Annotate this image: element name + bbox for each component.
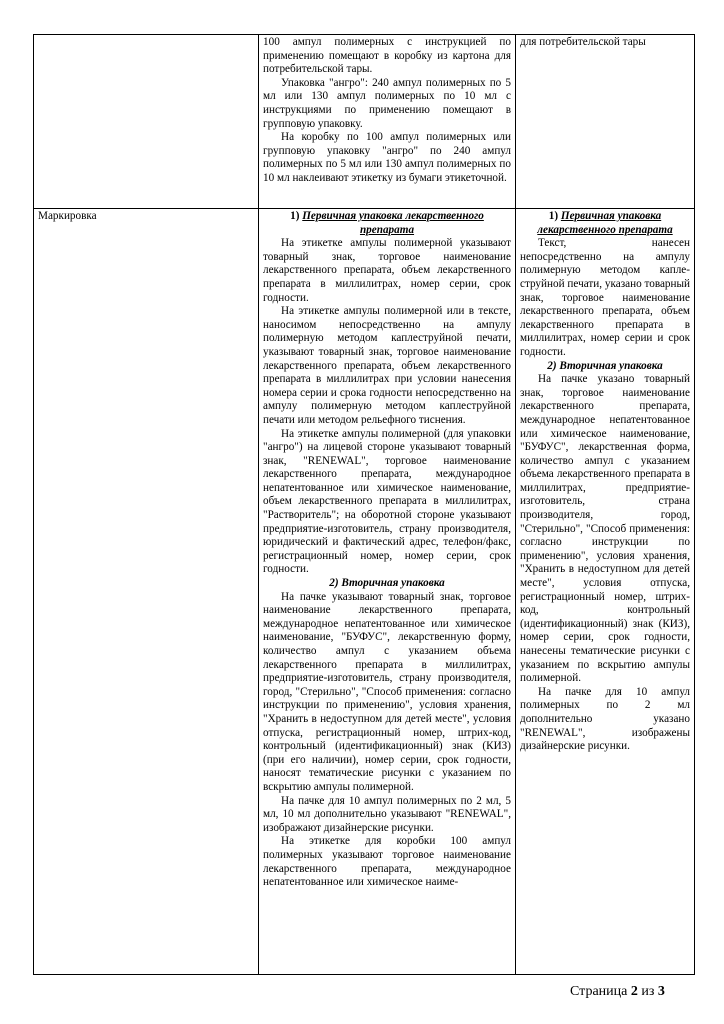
table-row-packaging (34, 35, 695, 209)
row2-col2-heading-1-number: 1) (290, 210, 300, 222)
row2-col2-para-6: На этикетке для коробки 100 ампул полимерных указывают торговое наименование лекарственного препарата, международное непатентованное или химическое наиме- (263, 835, 511, 889)
row2-col3-heading-1-number: 1) (548, 210, 559, 222)
row2-col2-para-5: На пачке для 10 ампул полимерных по 2 мл, 5 мл, 10 мл дополнительно указывают "RENEWAL", изображают дизайнерские рисунки. (263, 794, 511, 834)
table-row-marking (34, 209, 695, 975)
row2-col3-para-1: Текст, нанесен непосредственно на ампулу полимерную методом каплеструйной печати, указано товарный знак, торговое наименование лекарственного препарата, объем лекарственного препарата в миллилитрах, номер серии и срок годности. (520, 237, 690, 358)
row2-col3-para-3: На пачке для 10 ампул полимерных по 2 мл дополнительно указано "RENEWAL", изображены дизайнерские рисунки. (520, 685, 690, 753)
page-number-footer (570, 984, 665, 1000)
row2-col2-para-4: На пачке указывают товарный знак, торговое наименование лекарственного препарата, международное непатентованное или химическое наименование, "БУФУС", лекарственную форму, количество ампул с указанием объема лекарственного препарата в миллилитрах, предприятие-изготовитель, страну производителя, город, "Стерильно", "Способ применения: согласно инструкции по применению", условия хранения, "Хранить в недоступном для детей месте", условия отпуска, регистрационный номер, штрих-код, контрольный (идентификационный) знак (КИЗ) (при его наличии), номер серии, срок годности, наносят тематические рисунки с указанием по вскрытию ампулы полимерной. (263, 590, 511, 793)
row2-requirements-cell (259, 209, 516, 975)
row2-label-cell: Маркировка (34, 209, 259, 975)
row1-actual-cell (516, 35, 695, 209)
row2-col2-para-2: На этикетке ампулы полимерной или в тексте, наносимом непосредственно на ампулу полимерную методом каплеструйной печати, указывают товарный знак, торговое наименование лекарственного препарата, объем лекарственного препарата в миллилитрах при условии нанесения номера серии и срока годности непосредственно на ампулу полимерную методом каплеструйной печати или методом рельефного тиснения. (263, 305, 511, 426)
row2-col2-para-3: На этикетке ампулы полимерной (для упаковки "ангро") на лицевой стороне указывают товарный знак, "RENEWAL", торговое наименование лекарственного препарата, международное непатентованное или химическое наименование, объем лекарственного препарата в миллилитрах, "Растворитель"; на оборотной стороне указывают предприятие-изготовитель, страну производителя, юридический и фактический адрес, телефон/факс, регистрационный номер, номер серии, срок годности. (263, 427, 511, 576)
page-label: Страница (570, 984, 628, 999)
document-table (33, 34, 695, 975)
row2-col3-heading-1-text: Первичная упаковка лекарственного препарата (537, 210, 673, 236)
row2-col3-para-2: На пачке указано товарный знак, торговое наименование лекарственного препарата, международное непатентованное или химическое наименование, "БУФУС", лекарственная форма, количество ампул с указанием объема лекарственного препарата в миллилитрах, предприятие-изготовитель, страна производителя, город, "Стерильно", "Способ применения: согласно инструкции по применению", условия хранения, "Хранить в недоступном для детей месте", условия отпуска, регистрационный номер, штрих-код, контрольный (идентификационный) знак (КИЗ), номер серии, срок годности, нанесены тематические рисунки с указанием по вскрытию ампулы полимерной. (520, 373, 690, 685)
row1-requirements-cell (259, 35, 516, 209)
row2-col2-para-1: На этикетке ампулы полимерной указывают товарный знак, торговое наименование лекарственного препарата, объем лекарственного препарата в миллилитрах, номер серии, срок годности. (263, 237, 511, 304)
row1-col3-text: для потребительской тары (520, 36, 646, 48)
row1-col2-para-1: 100 ампул полимерных с инструкцией по применению помещают в коробку из картона для потребительской тары. (263, 36, 511, 76)
row2-col2-heading-1 (263, 210, 511, 237)
row1-col2-para-2: Упаковка "ангро": 240 ампул полимерных по 5 мл или 130 ампул полимерных по 10 мл с инструкциями по применению помещают в групповую упаковку. (263, 76, 511, 130)
row2-actual-cell (516, 209, 695, 975)
current-page-number: 2 (630, 984, 638, 999)
row2-col2-heading-2: 2) Вторичная упаковка (329, 577, 445, 590)
row2-col3-heading-1 (520, 210, 690, 237)
page-separator: из (641, 984, 655, 999)
row2-col3-heading-2: 2) Вторичная упаковка (547, 359, 663, 372)
total-page-number: 3 (657, 984, 665, 999)
row2-col2-heading-1-text: Первичная упаковка лекарственного препарата (302, 210, 484, 236)
row1-col2-para-3: На коробку по 100 ампул полимерных или групповую упаковку "ангро" по 240 ампул полимерных по 5 мл или 130 ампул полимерных по 10 мл наклеивают этикетку из бумаги этикеточной. (263, 131, 511, 184)
row1-label-cell (34, 35, 259, 209)
